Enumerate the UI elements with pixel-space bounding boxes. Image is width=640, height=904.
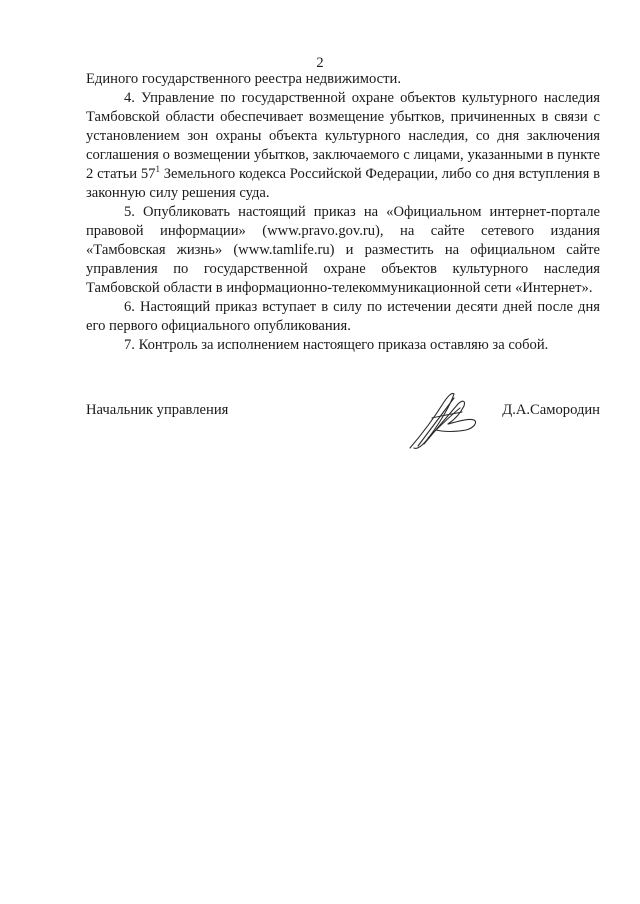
signature-block — [86, 392, 600, 462]
paragraph-5: 5. Опубликовать настоящий приказ на «Официальном интернет-портале правовой информации» (www.pravo.gov.ru), на сайте сетевого издания «Тамбовская жизнь» (www.tamlife.ru) и разместить на официальном сайте управления по государственной охране объектов культурного наследия Тамбовской области в информационно-телекоммуникационной сети «Интернет». — [86, 204, 600, 296]
superscript-1: 1 — [155, 164, 160, 175]
paragraph-6: 6. Настоящий приказ вступает в силу по истечении десяти дней после дня его первого официального опубликования. — [86, 299, 600, 334]
document-body — [86, 70, 600, 355]
handwritten-signature — [404, 388, 488, 454]
paragraph-4-text: 4. Управление по государственной охране объектов культурного наследия Тамбовской области обеспечивает возмещение убытков, причиненных в связи с установлением зон охраны объекта культурного наследия, со дня заключения соглашения о возмещении убытков, заключаемого с лицами, указанными в пункте 2 статьи 57 — [86, 90, 600, 182]
signer-name: Д.А.Самородин — [502, 402, 600, 418]
paragraph-4 — [86, 89, 600, 203]
page-number: 2 — [316, 55, 324, 71]
paragraph-4-text-end: Земельного кодекса Российской Федерации, либо со дня вступления в законную силу решения суда. — [86, 166, 600, 201]
paragraph-7: 7. Контроль за исполнением настоящего приказа оставляю за собой. — [124, 337, 549, 353]
signer-title: Начальник управления — [86, 402, 229, 418]
paragraph-continuation: Единого государственного реестра недвижимости. — [86, 71, 401, 87]
